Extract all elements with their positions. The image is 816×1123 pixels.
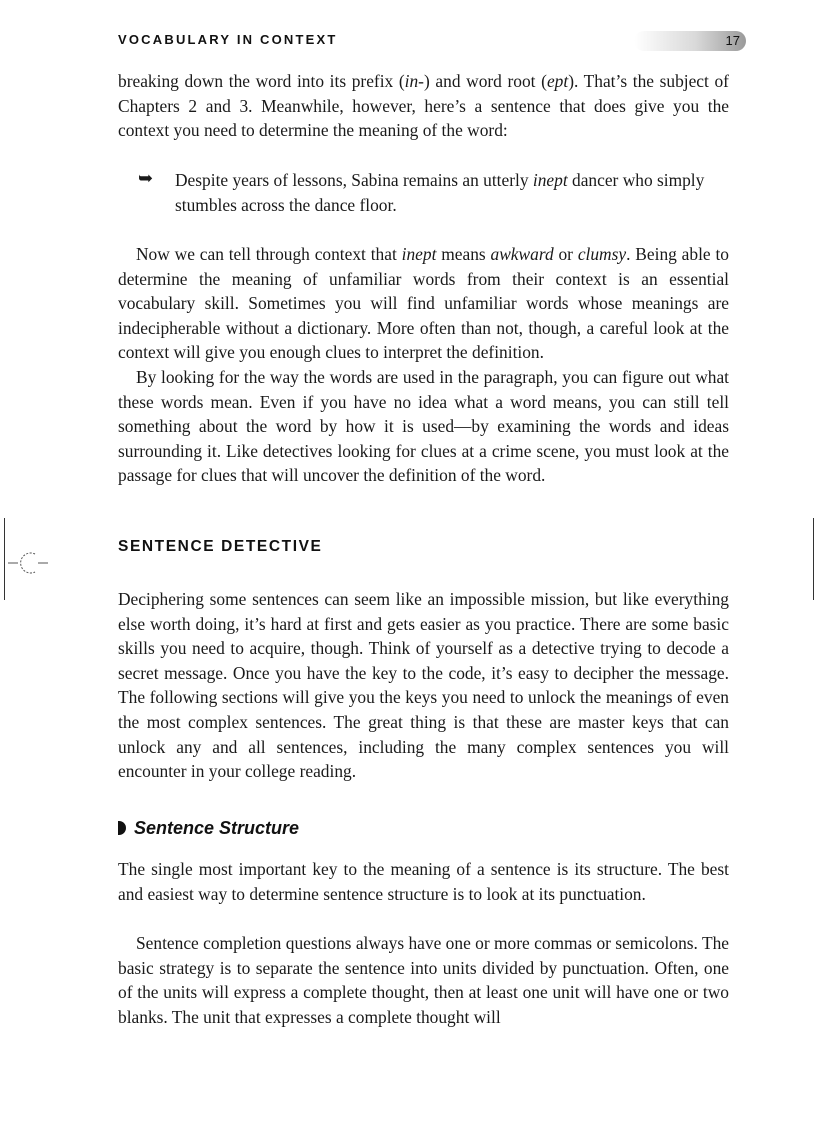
running-head: VOCABULARY IN CONTEXT [118,32,338,47]
paragraph-context: Now we can tell through context that inept means awkward or clumsy. Being able to determine the meaning of unfamiliar words from their context is an essential vocabulary skill. Sometimes you will find unfamiliar words whose meanings are indecipherable without a dictionary. More often than not, though, a careful look at the context will give you enough clues to interpret the definition. [118,244,729,363]
paragraph-detective: Deciphering some sentences can seem like an impossible mission, but like everything else worth doing, it’s hard at first and gets easier as you practice. There are some basic skills you need to acquire, though. Think of yourself as a detective trying to decode a secret message. Once you have the key to the code, it’s easy to decipher the message. The following sections will give you the keys you need to unlock the meanings of even the most complex sentences. The great thing is that these are master keys that can unlock any and all sentences, including the many complex sentences you will encounter in your college reading. [118,589,729,782]
paragraph-looking: By looking for the way the words are used in the paragraph, you can figure out what these words mean. Even if you have no idea what a word means, you can still tell something about the word by how it is used—by examining the words and ideas surrounding it. Like detectives looking for clues at a crime scene, you must look at the passage for clues that will uncover the definition of the word. [118,367,729,486]
right-arrow-icon: ➥ [138,168,154,189]
subsection-heading [118,818,299,839]
page-header [118,30,746,54]
paragraph-intro: breaking down the word into its prefix (in-) and word root (ept). That’s the subject of Chapters 2 and 3. Meanwhile, however, here’s a sentence that does give you the context you need to determine the meaning of the word: [118,71,729,141]
registration-mark-icon [8,548,50,578]
crop-mark-left [0,518,5,600]
section-heading: SENTENCE DETECTIVE [118,538,323,555]
paragraph-structure-2: Sentence completion questions always have one or more commas or semicolons. The basic strategy is to separate the sentence into units divided by punctuation. Often, one of the units will express a complete thought, then at least one unit will have one or two blanks. The unit that expresses a complete thought will [118,933,729,1027]
heading-marker-icon [118,821,126,835]
example-text: Despite years of lessons, Sabina remains an utterly inept dancer who simply stumbles across the dance floor. [175,170,705,215]
subsection-heading-text: Sentence Structure [134,818,300,838]
page-number: 17 [725,33,740,48]
paragraph-structure-1: The single most important key to the meaning of a sentence is its structure. The best and easiest way to determine sentence structure is to look at its punctuation. [118,859,729,904]
